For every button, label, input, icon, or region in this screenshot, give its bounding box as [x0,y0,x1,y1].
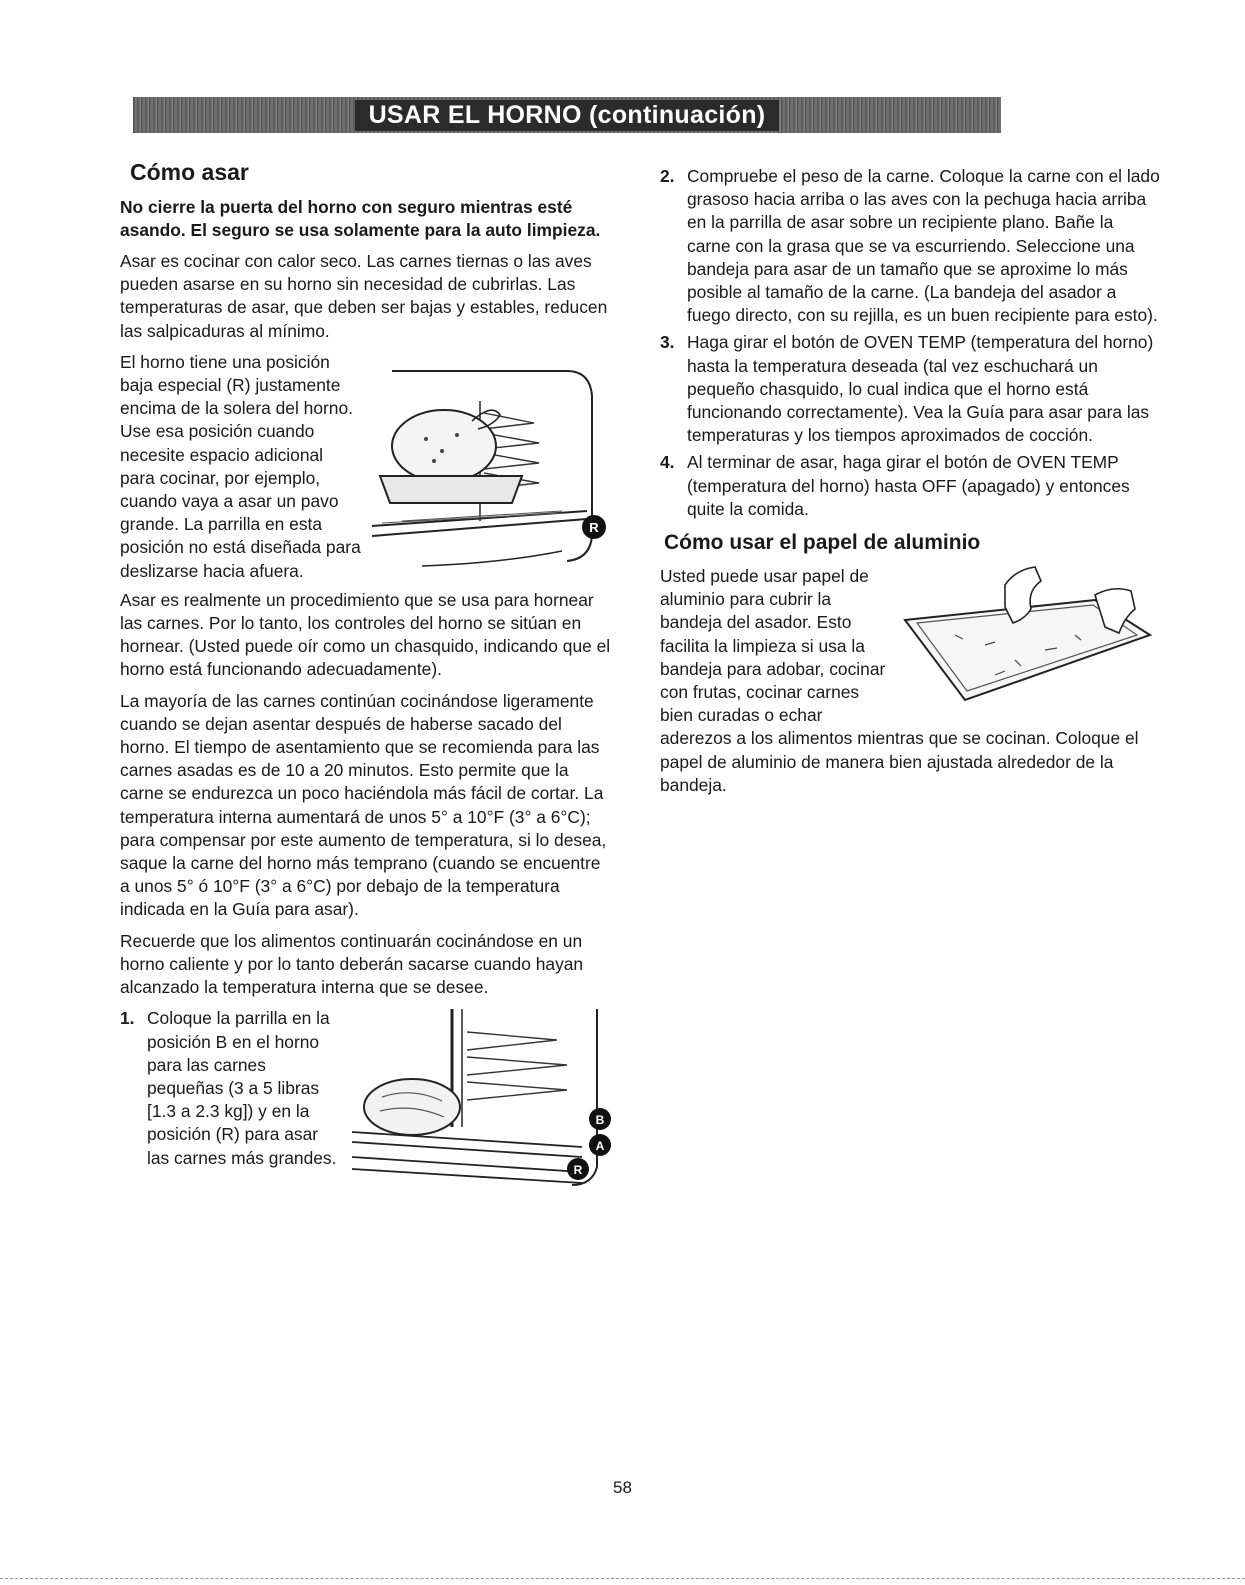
turkey-oven-illustration [362,351,612,576]
special-position-block [120,351,612,583]
step-item [120,1007,612,1187]
roast-oven-illustration [342,1007,612,1187]
paragraph-continue-cooking: Recuerde que los alimentos continuarán cocinándose en un horno caliente y por lo tanto deberán sacarse cuando hayan alcanzado la temperatura interna que se desee. [120,930,584,998]
step-number: 3. [660,332,675,353]
page-number: 58 [613,1478,632,1497]
section-title: USAR EL HORNO (continuación) [355,100,780,131]
lock-warning: No cierre la puerta del horno con seguro mientras esté asando. El seguro se usa solamente para la auto limpieza. [120,197,601,240]
step-text: Coloque la parrilla en la posición B en el horno para las carnes pequeñas (3 a 5 libras [1.3 a 2.3 kg]) y en la posición (R) para asar las carnes más grandes. [147,1008,337,1168]
step-number: 2. [660,166,675,186]
paragraph-resting-time: La mayoría de las carnes continúan cocinándose ligeramente cuando se dejan asentar después de haberse sacado del horno. El tiempo de asentamiento que se recomienda para las carnes asadas es de 10 a 20 minutos. Esto permite que la carne se endurezca un poco haciéndola más fácil de cortar. La temperatura interna aumentará de unos 5° a 10°F (3° a 6°C); para compensar por este aumento de temperatura, si lo desea, saque la carne del horno más temprano (cuando se encuentre a unos 5° ó 10°F (3° a 6°C) por debajo de la temperatura indicada en la Guía para asar). [120,690,607,920]
rack-label-r: R [589,519,599,535]
step-item [660,451,1160,521]
step-text: Compruebe el peso de la carne. Coloque la carne con el lado grasoso hacia arriba o las aves con la pechuga hacia arriba en la parrilla de asar sobre un recipiente plano. Bañe la carne con la grasa que se va escurriendo. Seleccione una bandeja para asar de un tamaño que se aproxime lo más posible al tamaño de la carne. (La bandeja del asador a fuego directo, con su rejilla, es un buen recipiente para esto). [687,166,1160,326]
heading-aluminum-foil: Cómo usar el papel de aluminio [664,531,981,555]
step-1-block [147,1007,612,1187]
step-item [660,165,1160,327]
rack-label-a: A [595,1139,605,1154]
paragraph-special-position: El horno tiene una posición baja especial (R) justamente encima de la solera del horno. Use esa posición cuando necesite espacio adicional para cocinar, por ejemplo, cuando vaya a asar un pavo grande. La parrilla en esta posición no está diseñada para deslizarse hacia afuera. [120,351,361,581]
step-number: 4. [660,452,675,473]
steps-left [120,1007,612,1187]
section-banner [133,97,1001,133]
foil-block [660,565,1160,797]
left-column [120,158,612,1191]
right-column [660,165,1160,797]
step-text: Haga girar el botón de OVEN TEMP (temperatura del horno) hasta la temperatura deseada (tal vez eschuchará un pequeño chasquido, lo cual indica que el horno está funcionando correctamente). Vea la Guía para asar para las temperaturas y los tiempos aproximados de cocción. [687,332,1154,446]
bottom-rule [0,1578,1245,1579]
step-item [660,331,1160,447]
paragraph-bake-controls: Asar es realmente un procedimiento que se usa para hornear las carnes. Por lo tanto, los controles del horno se sitúan en hornear. (Usted puede oír como un chasquido, indicando que el horno está funcionando adecuadamente). [120,589,611,680]
heading-como-asar: Cómo asar [130,159,249,185]
rack-label-b: B [595,1113,605,1128]
step-text: Al terminar de asar, haga girar el botón de OVEN TEMP (temperatura del horno) hasta OFF (apagado) y entonces quite la comida. [687,452,1130,519]
steps-right [660,165,1160,521]
step-number: 1. [120,1008,135,1029]
rack-label-r: R [573,1163,583,1178]
foil-pan-illustration [895,565,1160,715]
paragraph-intro: Asar es cocinar con calor seco. Las carnes tiernas o las aves pueden asarse en su horno sin necesidad de cubrirlas. Las temperaturas de asar, que deben ser bajas y estables, reducen las salpicaduras al mínimo. [120,251,608,341]
paragraph-foil: Usted puede usar papel de aluminio para cubrir la bandeja del asador. Esto facilita la limpieza si usa la bandeja para adobar, cocinar con frutas, cocinar carnes bien curadas o echar aderezos a los alimentos mientras que se cocinan. Coloque el papel de aluminio de manera bien ajustada alrededor de la bandeja. [660,566,1139,795]
